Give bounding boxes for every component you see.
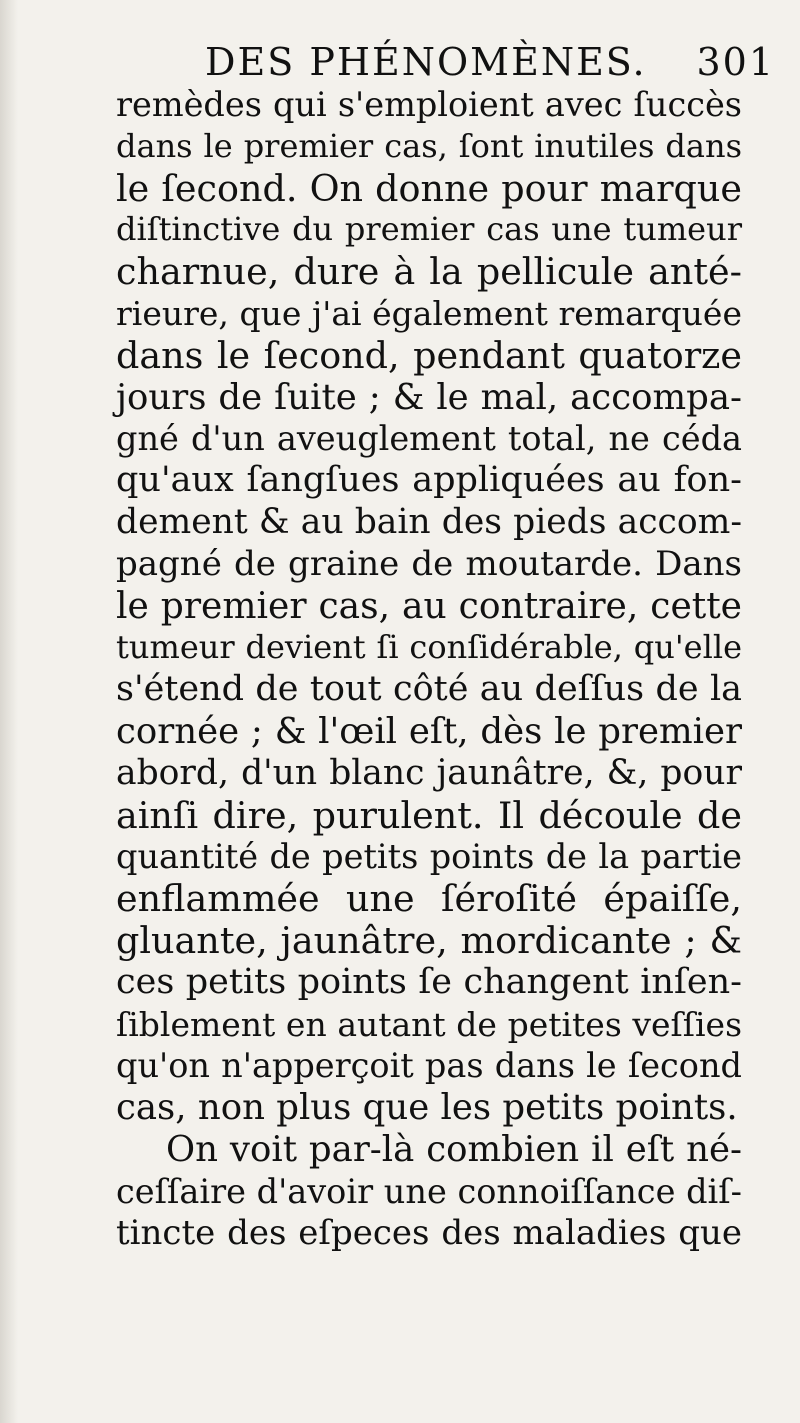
text-line: s'étend de tout côté au deſſus de la bbox=[116, 669, 742, 710]
text-line: ainſi dire, purulent. Il découle de bbox=[116, 793, 742, 837]
text-line: abord, d'un blanc jaunâtre, &, pour bbox=[116, 752, 742, 793]
body-text bbox=[116, 84, 742, 1254]
text-line: qu'aux ſangſues appliquées au fon- bbox=[116, 460, 742, 501]
text-line: dans le ſecond, pendant quatorze bbox=[116, 333, 742, 377]
text-line-paragraph-end: cas, non plus que les petits points. bbox=[116, 1087, 738, 1129]
text-line: charnue, dure à la pellicule anté- bbox=[116, 250, 742, 294]
text-line: quantité de petits points de la partie bbox=[116, 837, 742, 877]
text-line-paragraph-start: On voit par-là combien il eſt né- bbox=[166, 1128, 742, 1170]
page-number: 301 bbox=[696, 40, 775, 84]
text-line: dement & au bain des pieds accom- bbox=[116, 501, 742, 542]
text-line: gluante, jaunâtre, mordicante ; & bbox=[116, 918, 742, 962]
text-line: enflammée une ſéroſité épaiſſe, bbox=[116, 877, 742, 921]
text-line: ceſſaire d'avoir une connoiſſance diſ- bbox=[116, 1171, 742, 1211]
text-line: ces petits points ſe changent inſen- bbox=[116, 961, 742, 1002]
text-line: cornée ; & l'œil eſt, dès le premier bbox=[116, 710, 742, 752]
text-line: diſtinctive du premier cas une tumeur bbox=[116, 210, 742, 249]
text-line: le ſecond. On donne pour marque bbox=[116, 166, 742, 210]
text-line: jours de ſuite ; & le mal, accompa- bbox=[116, 376, 742, 418]
text-line: dans le premier cas, ſont inutiles dans bbox=[116, 126, 742, 165]
text-line: qu'on n'apperçoit pas dans le ſecond bbox=[116, 1046, 742, 1086]
text-line: pagné de graine de moutarde. Dans bbox=[116, 543, 742, 584]
text-line: ſiblement en autant de petites veſſies bbox=[116, 1004, 742, 1044]
text-line: remèdes qui s'emploient avec ſuccès bbox=[116, 85, 742, 124]
text-line: tincte des eſpeces des maladies que bbox=[116, 1212, 742, 1253]
text-line: rieure, que j'ai également remarquée bbox=[116, 293, 742, 333]
running-title: DES PHÉNOMÈNES. bbox=[205, 40, 647, 84]
text-line: tumeur devient ſi conſidérable, qu'elle bbox=[116, 628, 742, 667]
text-line: gné d'un aveuglement total, ne céda bbox=[116, 419, 742, 459]
text-line: le premier cas, au contraire, cette bbox=[116, 585, 742, 627]
